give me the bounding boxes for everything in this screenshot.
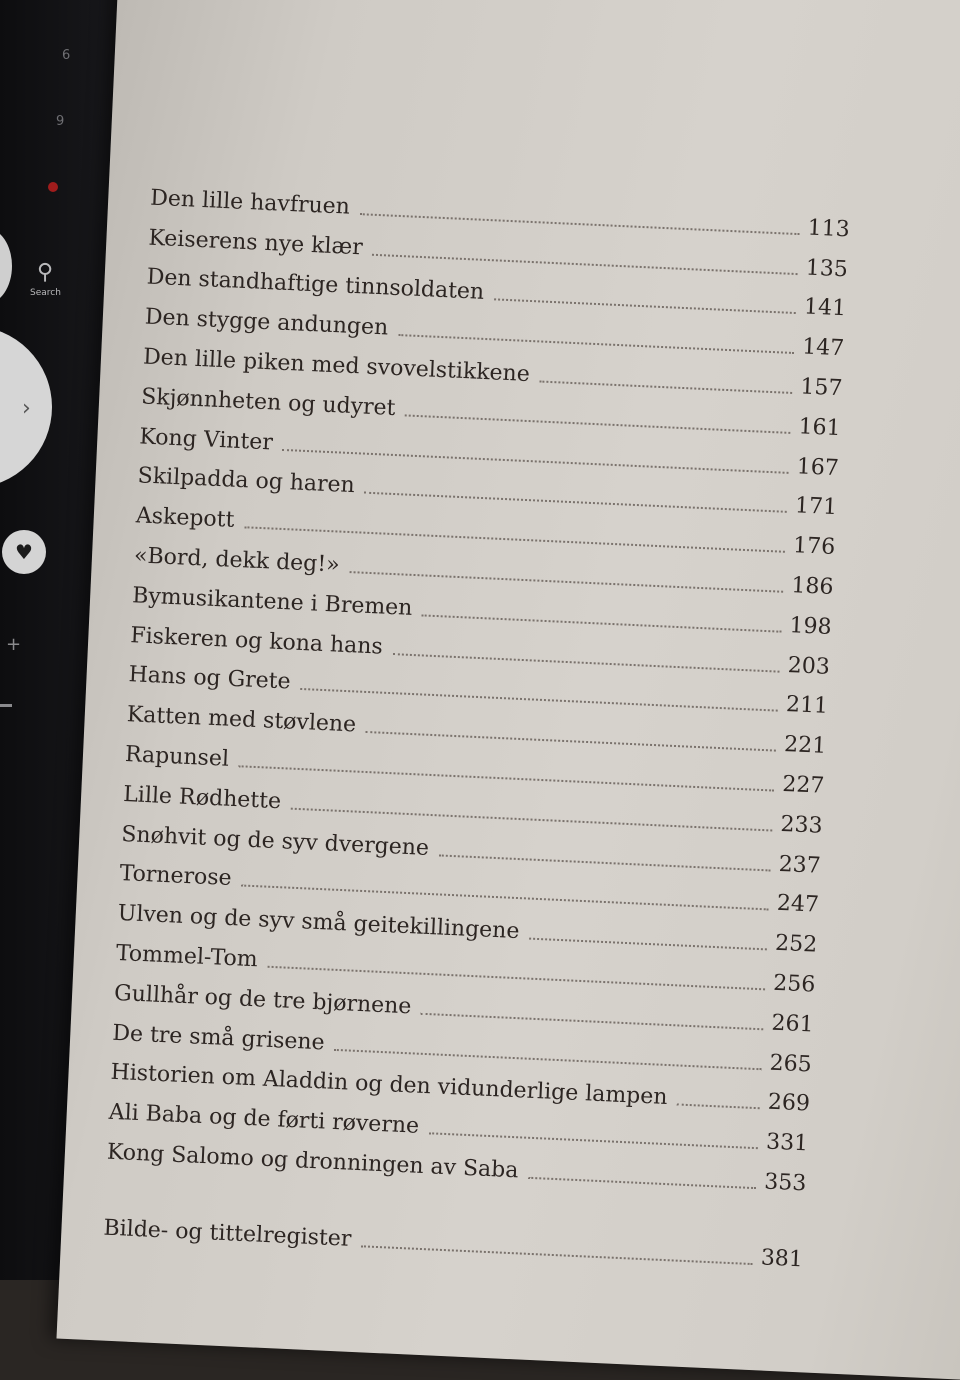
toc-entry-page-number: 221	[783, 732, 827, 760]
book-page	[56, 0, 960, 1380]
toc-entry-page-number: 227	[781, 771, 825, 799]
toc-entry-page-number: 135	[805, 255, 849, 282]
toc-entry-page-number: 265	[769, 1050, 813, 1078]
heart-icon[interactable]: ♥	[2, 530, 46, 574]
toc-entry-page-number: 211	[785, 692, 829, 720]
toc-entry-title: Lille Rødhette	[122, 781, 282, 814]
toc-entry-title: Ulven og de syv små geitekillingene	[117, 901, 520, 945]
toc-entry-page-number: 331	[765, 1129, 809, 1157]
toc-entry-title: Den stygge andungen	[144, 304, 389, 341]
toc-entry-page-number: 269	[767, 1089, 811, 1117]
chevron-right-icon[interactable]: ›	[22, 396, 31, 421]
sidebar-indicator: 9	[56, 114, 65, 129]
toc-entry-page-number: 198	[789, 612, 833, 640]
toc-entry-title: Skjønnheten og udyret	[140, 384, 397, 421]
toc-entry-title: Kong Vinter	[138, 423, 274, 456]
toc-entry-page-number: 157	[799, 374, 843, 402]
toc-entry-title: Askepott	[135, 503, 235, 533]
toc-entry-page-number: 353	[763, 1169, 807, 1197]
toc-entry-title: Ali Baba og de førti røverne	[108, 1099, 420, 1139]
toc-entry-title: Tommel-Tom	[115, 940, 259, 973]
toc-entry-page-number: 247	[776, 891, 820, 919]
sidebar-indicator: 6	[62, 48, 71, 63]
toc-entry-page-number: 252	[774, 930, 818, 958]
toc-entry-page-number: 256	[772, 970, 816, 998]
search-button[interactable]	[30, 262, 60, 298]
toc-entry-page-number: 113	[807, 215, 851, 243]
dot-leader	[361, 1245, 753, 1265]
toc-entry-page-number: 171	[794, 493, 838, 521]
toc-entry-title: Fiskeren og kona hans	[129, 622, 384, 660]
toc-entry-page-number: 233	[780, 811, 824, 839]
side-button[interactable]	[0, 228, 12, 304]
toc-entry-title: Snøhvit og de syv dvergene	[120, 821, 430, 861]
toc-entry	[103, 1202, 804, 1274]
toc-entry-page-number: 203	[787, 652, 831, 680]
plus-icon[interactable]: +	[6, 634, 22, 655]
toc-entry-title: De tre små grisene	[111, 1020, 326, 1055]
toc-entry-title: Keiserens nye klær	[147, 225, 364, 260]
toc-entry-title: Gullhår og de tre bjørnene	[113, 980, 412, 1020]
toc-entry-page-number: 176	[792, 533, 836, 561]
toc-entry-title: Den standhaftige tinnsoldaten	[146, 264, 485, 306]
toc-entry-title: Bilde- og tittelregister	[102, 1215, 352, 1252]
toc-entry-title: Historien om Aladdin og den vidunderlige lampen	[110, 1060, 668, 1111]
search-label: Search	[30, 288, 61, 298]
toc-entry-title: Den lille havfruen	[149, 185, 351, 220]
dot-leader	[528, 1177, 756, 1189]
toc-entry-title: Rapunsel	[124, 742, 230, 772]
toc-entry-title: Bymusikantene i Bremen	[131, 583, 413, 621]
toc-entry-page-number: 261	[770, 1010, 815, 1038]
toc-entry-title: Skilpadda og haren	[137, 463, 356, 499]
toc-entry-page-number: 167	[796, 453, 840, 481]
record-indicator	[48, 182, 58, 192]
toc-entry-page-number: 381	[760, 1245, 804, 1273]
toc-entry-page-number: 237	[778, 851, 822, 879]
toc-entry-title: Katten med støvlene	[126, 702, 357, 738]
toc-entry-title: Tornerose	[119, 861, 233, 892]
toc-entry-page-number: 186	[790, 573, 834, 600]
toc-entry-page-number: 161	[798, 414, 842, 441]
toc-entry-title: Hans og Grete	[128, 662, 292, 695]
search-icon: ⚲	[36, 260, 54, 285]
dot-leader	[677, 1104, 760, 1110]
minus-icon[interactable]	[0, 704, 12, 707]
toc-entry-title: «Bord, dekk deg!»	[133, 543, 341, 578]
toc-entry-page-number: 147	[801, 334, 845, 362]
table-of-contents	[103, 172, 851, 1273]
toc-entry-title: Kong Salomo og dronningen av Saba	[106, 1139, 519, 1184]
toc-entry-title: Den lille piken med svovelstikkene	[142, 344, 531, 388]
toc-entry-page-number: 141	[803, 294, 847, 322]
